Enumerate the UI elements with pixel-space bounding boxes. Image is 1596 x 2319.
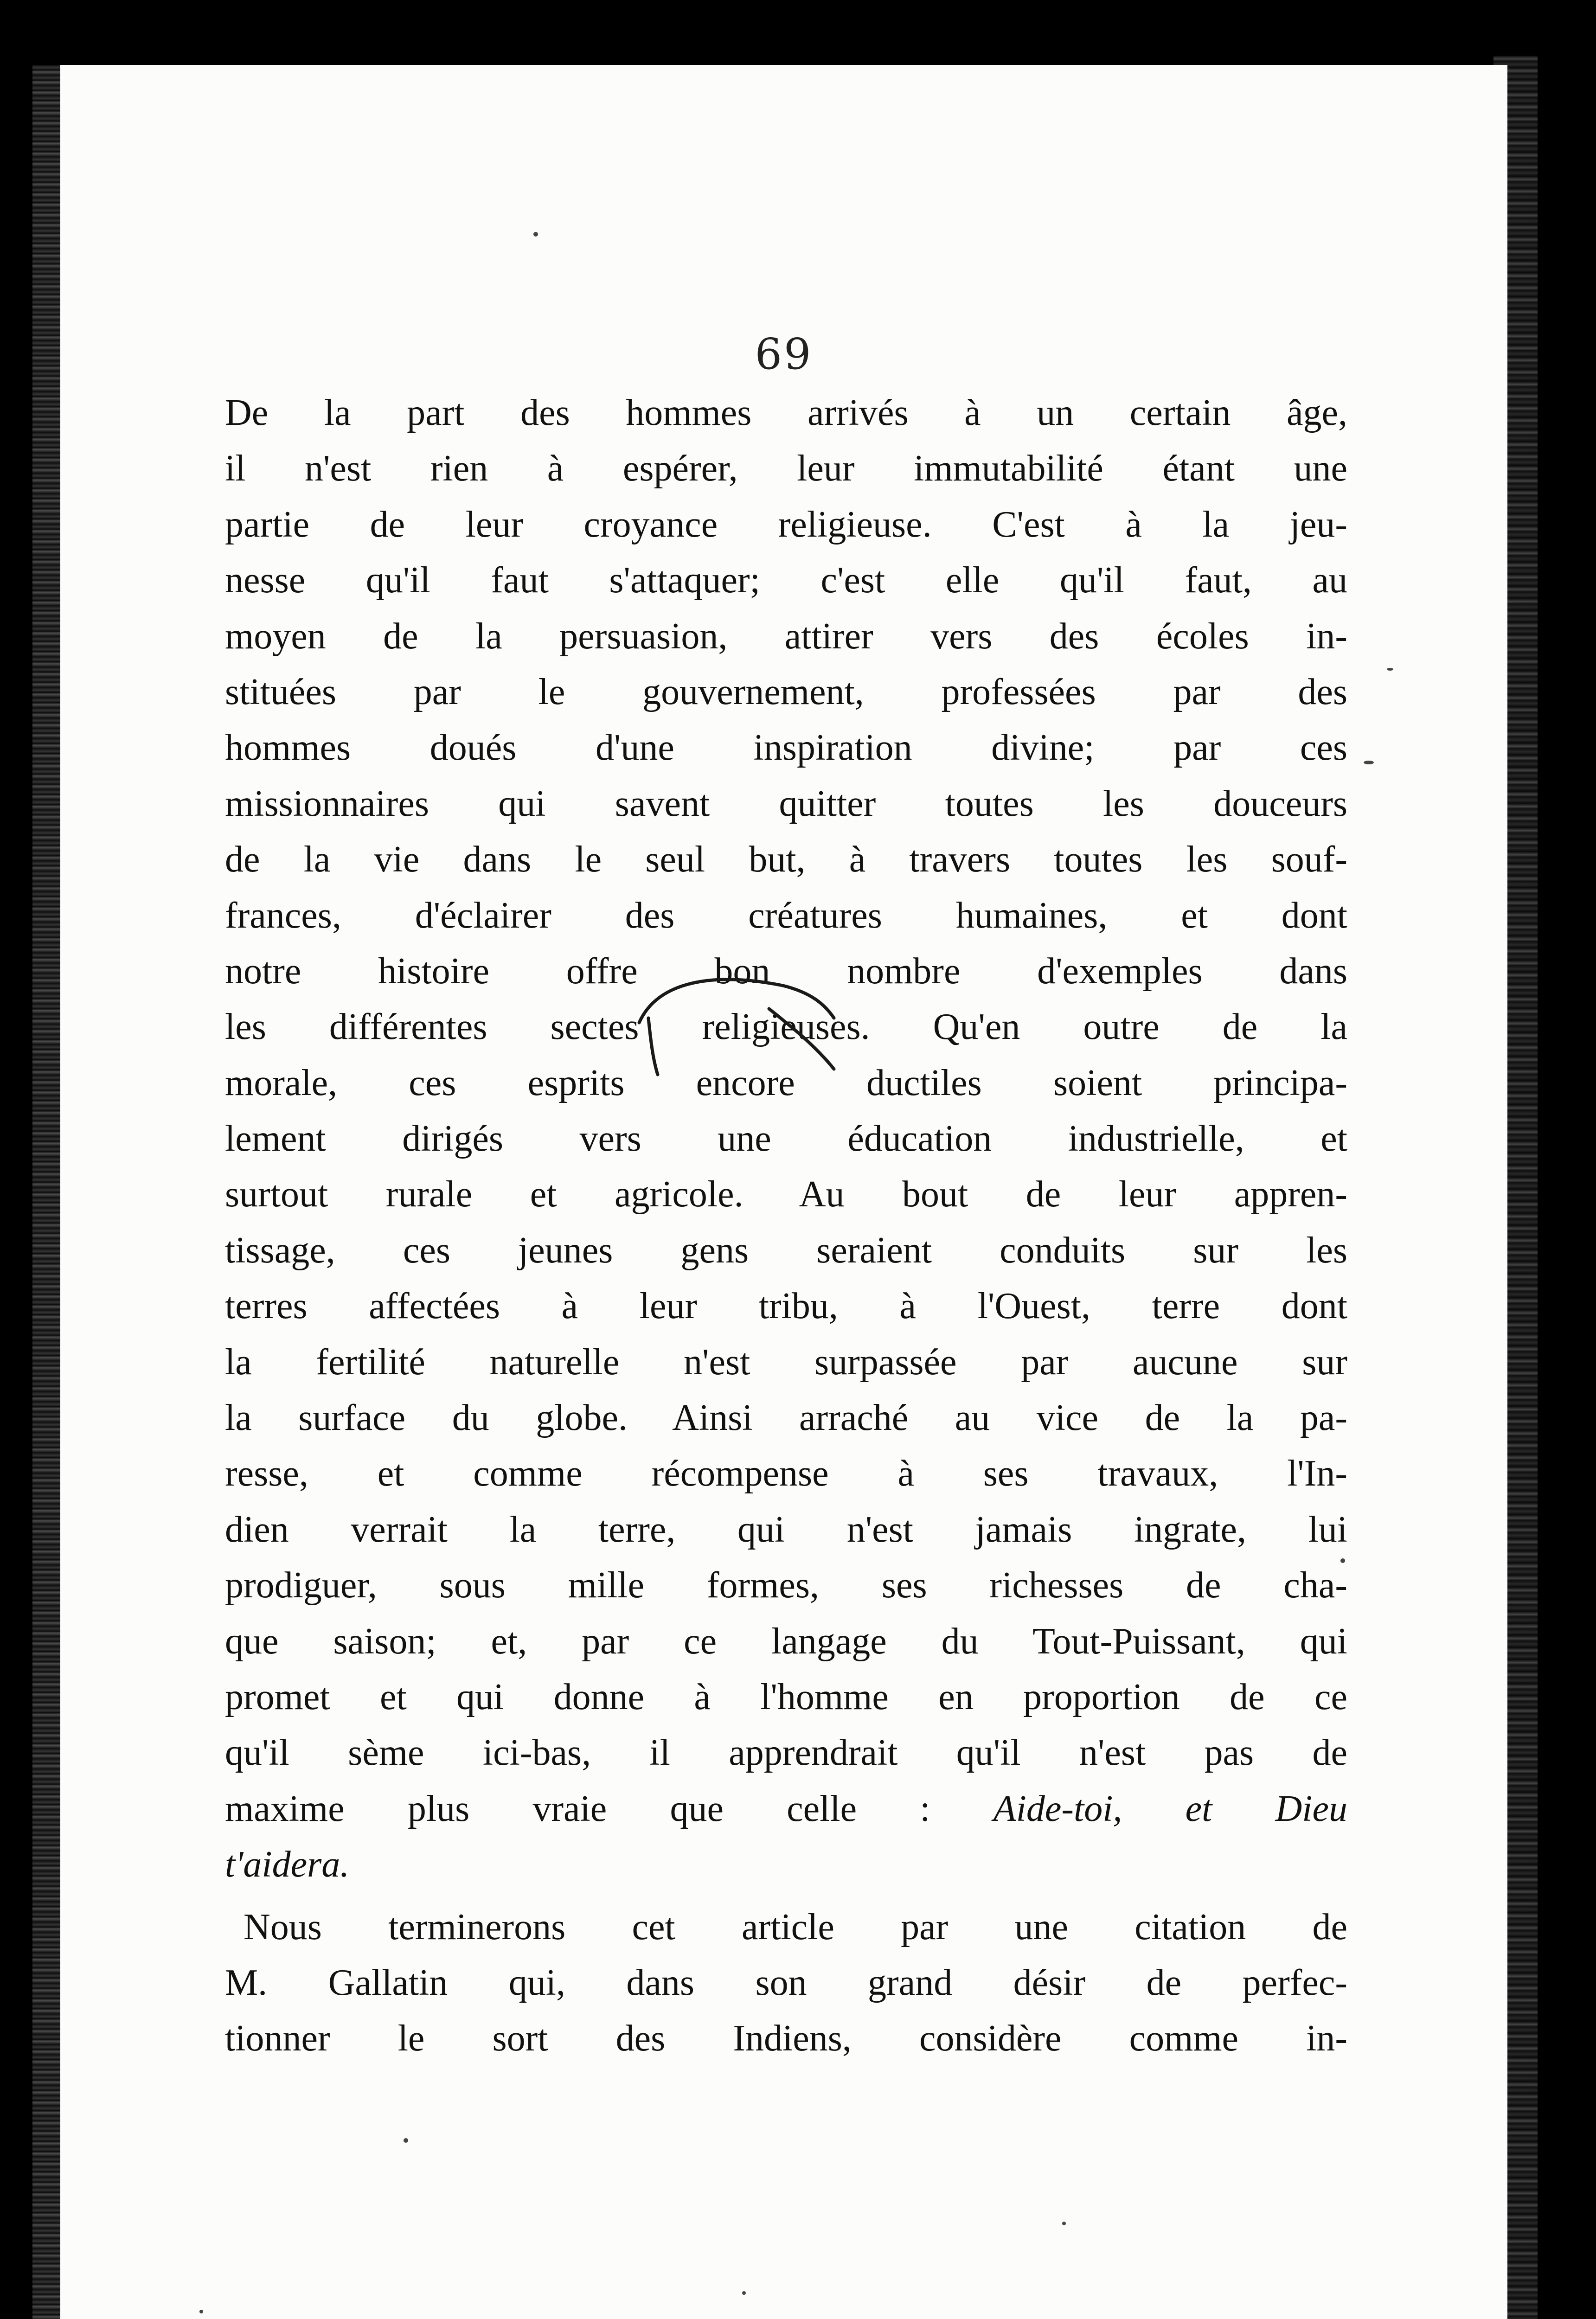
text-line: morale, ces esprits encore ductiles soient principa- xyxy=(225,1062,1347,1103)
paragraph-2 xyxy=(225,1899,1347,2067)
text-line: resse, et comme récompense à ses travaux, l'In- xyxy=(225,1453,1347,1494)
paragraph-1 xyxy=(225,385,1347,1893)
text-line: tissage, ces jeunes gens seraient conduits sur les xyxy=(225,1230,1347,1271)
text-line: partie de leur croyance religieuse. C'est à la jeu- xyxy=(225,504,1347,545)
text-line: qu'il sème ici-bas, il apprendrait qu'il n'est pas de xyxy=(225,1732,1347,1774)
text-line: frances, d'éclairer des créatures humaines, et dont xyxy=(225,895,1347,936)
text-line: prodiguer, sous mille formes, ses richesses de cha- xyxy=(225,1565,1347,1606)
ink-speck xyxy=(533,232,538,237)
italic-maxim: Aide-toi, et Dieu xyxy=(993,1788,1348,1829)
ink-speck xyxy=(1387,668,1393,671)
italic-maxim-end: t'aidera. xyxy=(225,1844,350,1885)
text-line: dien verrait la terre, qui n'est jamais ingrate, lui xyxy=(225,1509,1347,1550)
text-line: moyen de la persuasion, attirer vers des écoles in- xyxy=(225,615,1347,657)
text-line: terres affectées à leur tribu, à l'Ouest, terre dont xyxy=(225,1286,1347,1327)
text-line: promet et qui donne à l'homme en proportion de ce xyxy=(225,1676,1347,1717)
text-line: surtout rurale et agricole. Au bout de leur appren- xyxy=(225,1174,1347,1215)
text-line-mixed xyxy=(225,1781,1347,1837)
page-number: 69 xyxy=(755,329,813,379)
text-line: De la part des hommes arrivés à un certain âge, xyxy=(225,392,1347,433)
ink-speck xyxy=(199,2310,203,2313)
body-text xyxy=(225,385,1347,2067)
text-line: tionner le sort des Indiens, considère comme in- xyxy=(225,2018,1347,2059)
text-line: de la vie dans le seul but, à travers toutes les souf- xyxy=(225,839,1347,880)
text-line-italic xyxy=(225,1837,1347,1892)
text-line: lement dirigés vers une éducation industrielle, et xyxy=(225,1118,1347,1160)
ink-speck xyxy=(1364,761,1374,764)
ink-speck xyxy=(404,2138,408,2143)
ink-speck xyxy=(742,2291,746,2295)
text-line: il n'est rien à espérer, leur immutabilité étant une xyxy=(225,448,1347,489)
text-line: hommes doués d'une inspiration divine; par ces xyxy=(225,727,1347,769)
text-line: Nous terminerons cet article par une citation de xyxy=(244,1906,1347,1947)
text-line: stituées par le gouvernement, professées par des xyxy=(225,671,1347,712)
quote-intro: maxime plus vraie que celle : xyxy=(225,1788,930,1829)
text-line: la surface du globe. Ainsi arraché au vice de la pa- xyxy=(225,1397,1347,1439)
text-line: M. Gallatin qui, dans son grand désir de perfec- xyxy=(225,1962,1347,2003)
book-page xyxy=(60,65,1507,2319)
text-line: les différentes sectes religieuses. Qu'en outre de la xyxy=(225,1006,1347,1048)
text-line: notre histoire offre bon nombre d'exemples dans xyxy=(225,950,1347,992)
ink-speck xyxy=(1062,2222,1066,2225)
text-line: la fertilité naturelle n'est surpassée par aucune sur xyxy=(225,1341,1347,1383)
text-line: nesse qu'il faut s'attaquer; c'est elle qu'il faut, au xyxy=(225,560,1347,601)
text-line: que saison; et, par ce langage du Tout-Puissant, qui xyxy=(225,1621,1347,1662)
text-line: missionnaires qui savent quitter toutes les douceurs xyxy=(225,783,1347,824)
